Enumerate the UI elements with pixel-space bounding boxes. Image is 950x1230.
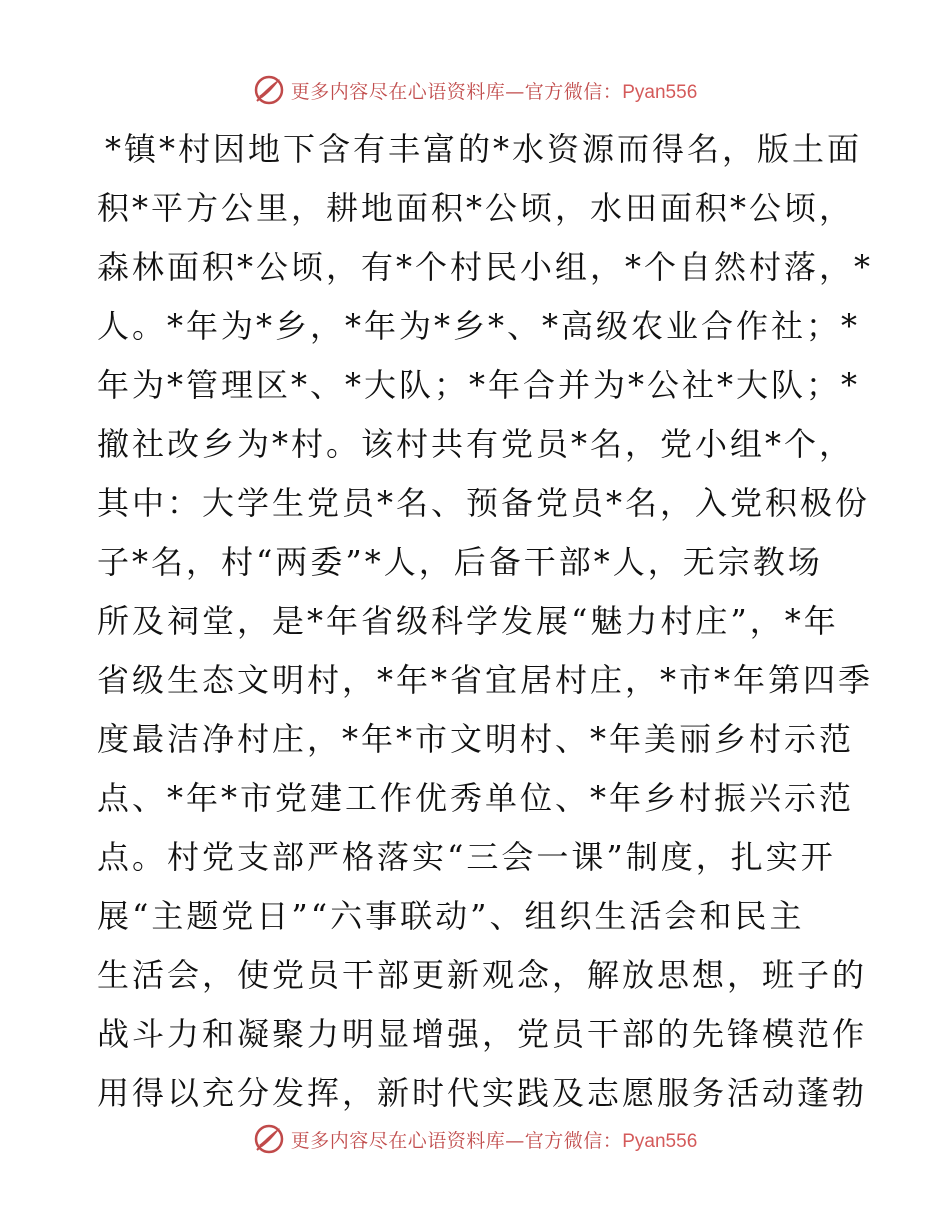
body-line: 年为*管理区*、*大队；*年合并为*公社*大队；* xyxy=(97,366,861,404)
wechat-id: Pyan556 xyxy=(622,1130,698,1152)
body-line: 积*平方公里，耕地面积*公顷，水田面积*公顷， xyxy=(97,189,855,227)
body-line: 其中：大学生党员*名、预备党员*名，入党积极份 xyxy=(97,484,871,522)
body-line: 子*名，村“两委”*人，后备干部*人，无宗教场 xyxy=(97,543,823,581)
body-line: 用得以充分发挥，新时代实践及志愿服务活动蓬勃 xyxy=(97,1074,868,1112)
body-line: 森林面积*公顷，有*个村民小组，*个自然村落，* xyxy=(97,248,874,286)
body-line: 生活会，使党员干部更新观念，解放思想，班子的 xyxy=(97,956,868,994)
quill-pen-logo-icon xyxy=(253,1123,285,1155)
body-line: 点、*年*市党建工作优秀单位、*年乡村振兴示范 xyxy=(97,779,855,817)
body-line: 省级生态文明村，*年*省宜居村庄，*市*年第四季 xyxy=(97,661,874,699)
body-line: 撤社改乡为*村。该村共有党员*名，党小组*个， xyxy=(97,425,855,463)
body-line: *镇*村因地下含有丰富的*水资源而得名，版土面 xyxy=(105,130,863,168)
body-line: 展“主题党日”“六事联动”、组织生活会和民主 xyxy=(97,897,805,935)
quill-pen-logo-icon xyxy=(253,74,285,106)
banner-text: 更多内容尽在心语资料库—官方微信： xyxy=(290,1129,623,1152)
body-line: 战斗力和凝聚力明显增强，党员干部的先锋模范作 xyxy=(97,1015,868,1053)
body-line: 人。*年为*乡，*年为*乡*、*高级农业合作社；* xyxy=(97,307,861,345)
document-body xyxy=(97,120,874,1123)
body-line: 所及祠堂，是*年省级科学发展“魅力村庄”，*年 xyxy=(97,602,839,640)
header-watermark-banner xyxy=(0,70,950,110)
body-line: 度最洁净村庄，*年*市文明村、*年美丽乡村示范 xyxy=(97,720,855,758)
footer-watermark-banner xyxy=(0,1119,950,1159)
wechat-id: Pyan556 xyxy=(622,81,698,103)
body-line: 点。村党支部严格落实“三会一课”制度，扎实开 xyxy=(97,838,836,876)
banner-text: 更多内容尽在心语资料库—官方微信： xyxy=(290,80,623,103)
